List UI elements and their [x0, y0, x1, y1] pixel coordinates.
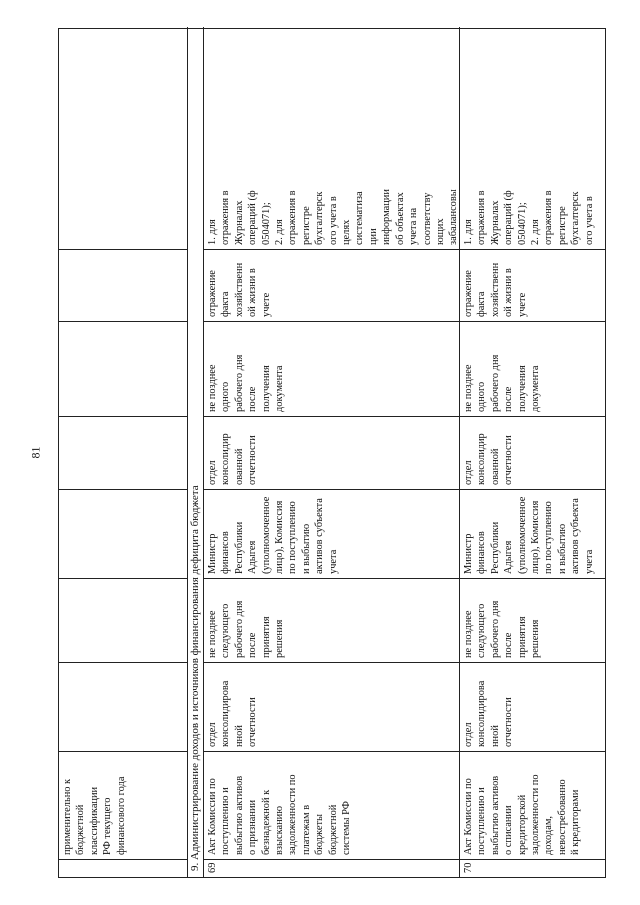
cell-note: 1. для отражения в Журналах операций (ф 0504071); 2. для отражения в регистре бухгалтерск ого учета в целях систематиза ции информации об объектах учета на соответству ющих забалансовы — [207, 189, 459, 245]
cell-purpose: отражение факта хозяйственн ой жизни в учете — [460, 249, 606, 321]
cell-note: 1. для отражения в Журналах операций (ф 0504071); 2. для отражения в регистре бухгалтерск ого учета в — [463, 190, 595, 245]
cell-creator: отдел консолидирова нной отчетности — [204, 662, 459, 751]
cell-num: 70 — [460, 859, 606, 877]
cell-document: Акт Комиссии по поступлению и выбытию активов о признании безнадежной к взысканию задолженности по платежам в бюджеты бюджетной системы РФ — [204, 751, 459, 859]
document-flow-table — [58, 28, 606, 878]
cell-num: 69 — [204, 859, 459, 877]
cell-creation-term: не позднее следующего рабочего дня после принятия решения — [204, 578, 459, 662]
page-number — [26, 0, 46, 905]
cell-creation-term: не позднее следующего рабочего дня после принятия решения — [460, 578, 606, 662]
cell-purpose — [59, 249, 187, 321]
table-row — [460, 27, 606, 877]
cell-document: применительно к бюджетной классификации РФ текущего финансового года — [59, 751, 187, 859]
table-row — [204, 27, 459, 877]
page-number-text: 81 — [28, 446, 43, 459]
cell-signer: Министр финансов Республики Адыгея (уполномоченное лицо), Комиссия по поступлению и выбытию активов субъекта учета — [204, 489, 459, 578]
cell-creator — [59, 662, 187, 751]
cell-recipient: отдел консолидир ованной отчетности — [460, 416, 606, 489]
cell-signer — [59, 489, 187, 578]
cell-num — [59, 859, 187, 877]
cell-recipient — [59, 416, 187, 489]
cell-receipt-term: не позднее одного рабочего дня после получения документа — [460, 321, 606, 416]
cell-document: Акт Комиссии по поступлению и выбытию активов о списании кредиторской задолженности по доходам, невостребованно й кредиторами — [460, 751, 606, 859]
cell-receipt-term — [59, 321, 187, 416]
cell-note — [59, 27, 187, 249]
table-row-continuation — [59, 27, 187, 877]
cell-purpose: отражение факта хозяйственн ой жизни в учете — [204, 249, 459, 321]
cell-creator: отдел консолидирова нной отчетности — [460, 662, 606, 751]
cell-recipient: отдел консолидир ованной отчетности — [204, 416, 459, 489]
cell-signer: Министр финансов Республики Адыгея (уполномоченное лицо), Комиссия по поступлению и выбытию активов субъекта учета — [460, 489, 606, 578]
cell-creation-term — [59, 578, 187, 662]
cell-receipt-term: не позднее одного рабочего дня после получения документа — [204, 321, 459, 416]
row-divider — [187, 27, 188, 877]
table-wrapper — [58, 28, 606, 878]
section-title: 9. Администрирование доходов и источников финансирования дефицита бюджета — [189, 485, 201, 871]
